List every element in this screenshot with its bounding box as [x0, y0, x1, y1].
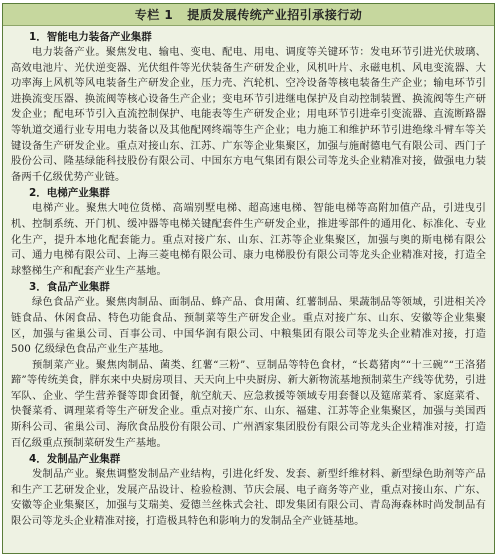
paragraph-prepared-food: 预制菜产业。聚焦肉制品、菌类、红薯“三粉”、豆制品等特色食材，“长葛猪肉”“十三碗”“王洛猪蹄”等传统美食，胖东来中央厨房项目、天天向上中央厨房、新大新物流基地预制菜生产线等优势，引进军队、企业、学生营养餐等即食团餐，航空航天、应急救援等领域专用套餐以及筵席菜肴、家庭菜肴、快餐菜肴、调理菜肴等生产研发企业。重点对接广东、山东、福建、江苏等企业集聚区，加强与美国西斯科公司、雀巢公司、海欣食品股份有限公司、广州酒家集团股份有限公司等龙头企业精准对接，打造百亿级重点预制菜研发生产基地。: [11, 358, 486, 449]
feature-box: [2, 3, 495, 554]
paragraph-green-food: 绿色食品产业。聚焦肉制品、面制品、蜂产品、食用菌、红薯制品、果蔬制品等领域，引进相关冷链食品、休闲食品、特色功能食品、预制菜等生产研发企业。重点对接广东、山东、安徽等企业集聚区，加强与雀巢公司、百事公司、中国华润有限公司、中粮集团有限公司等龙头企业精准对接，打造 500 亿级绿色食品产业生产基地。: [11, 296, 486, 356]
box-content: [3, 26, 494, 530]
section-heading-food: 3．食品产业集群: [29, 281, 110, 294]
paragraph-hair-products: 发制品产业。聚焦调整发制品产业结构，引进化纤发、发套、新型纤维材料、新型绿色助剂等产品和生产工艺研发企业，发展产品设计、检验检测、节庆会展、电子商务等产业，重点对接山东、广东、安徽等企业集聚区，加强与艾瑞美、爱德兰丝株式会社、即发集团有限公司、青岛海森林时尚发制品有限公司等龙头企业精准对接，打造极具特色和影响力的发制品全产业链基地。: [11, 468, 486, 528]
section-heading-power: 1．智能电力装备产业集群: [29, 31, 152, 43]
paragraph-power-equipment: 电力装备产业。聚焦发电、输电、变电、配电、用电、调度等关键环节：发电环节引进光伏玻璃、高效电池片、光伏逆变器、光伏组件等光伏装备生产研发企业，风机叶片、永磁电机、风电变流器、大功率海上风机等风电装备生产研发企业，压力壳、汽轮机、空冷设备等核电装备生产企业；输电环节引进换流变压器、换流阀等核心设备生产企业；变电环节引进继电保护及自动控制装置、换流阀等生产研发企业；配电环节引入直流控制保护、电能表等生产研发企业；用电环节引进牵引变流器、直流断路器等轨道交通行业专用电力装备以及其他配网终端等生产企业；电力施工和维护环节引进绝缘斗臂车等关键设备生产研发企业。重点对接山东、江苏、广东等企业集聚区，加强与施耐德电气有限公司、西门子股份公司、隆基绿能科技股份有限公司、中国东方电气集团有限公司等龙头企业精准对接，做强电力装备两千亿级优势产业链。: [11, 46, 486, 183]
box-title-bar: [3, 4, 494, 26]
box-label: 专栏 1: [134, 8, 174, 22]
paragraph-elevator: 电梯产业。聚焦大吨位货梯、高端别墅电梯、超高速电梯、智能电梯等高附加值产品，引进曳引机、控制系统、开门机、缓冲器等电梯关键配套件生产研发企业，推进零部件的通用化、标准化、专业化生产，提升本地化配套能力。重点对接广东、山东、江苏等企业集聚区，加强与奥的斯电梯有限公司、通力电梯有限公司、上海三菱电梯有限公司、康力电梯股份有限公司等龙头企业精准对接，打造全球整梯生产和配套产业生产基地。: [11, 202, 486, 277]
box-title: 提质发展传统产业招引承接行动: [187, 8, 363, 22]
section-heading-hair-products: 4．发制品产业集群: [29, 453, 121, 466]
section-heading-elevator: 2．电梯产业集群: [29, 187, 110, 200]
